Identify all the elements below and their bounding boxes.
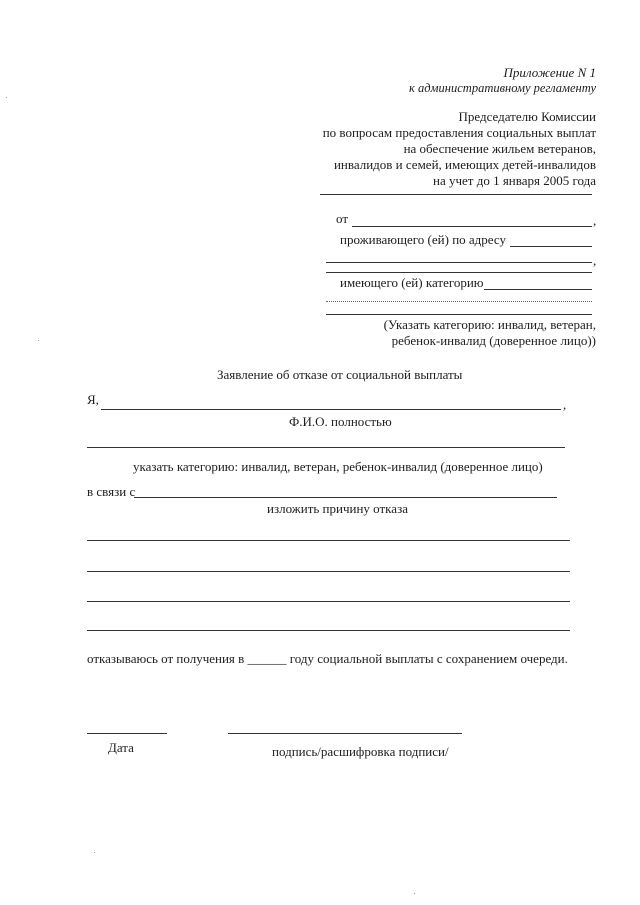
addressee-extra-line (320, 194, 592, 195)
addressee-line: инвалидов и семей, имеющих детей-инвалидов (333, 157, 596, 172)
fio-caption: Ф.И.О. полностью (289, 414, 392, 429)
fio-field[interactable] (101, 409, 561, 410)
reason-caption: изложить причину отказа (267, 501, 408, 516)
scan-speck (94, 852, 95, 853)
address-field[interactable] (510, 246, 592, 247)
addressee-line: на учет до 1 января 2005 года (432, 173, 596, 188)
reason-line[interactable] (87, 601, 570, 602)
comma-mark: , (593, 253, 597, 268)
category-hint: (Указать категорию: инвалид, ветеран, (383, 317, 596, 332)
reason-line[interactable] (87, 571, 570, 572)
addressee-line: Председателю Комиссии (458, 109, 596, 124)
category-label: имеющего (ей) категорию (340, 275, 484, 290)
addressee-line: на обеспечение жильем ветеранов, (403, 141, 596, 156)
statement-title: Заявление об отказе от социальной выплаты (217, 367, 463, 382)
address-field-continued[interactable] (326, 272, 592, 273)
from-field[interactable] (352, 226, 592, 227)
category-caption: указать категорию: инвалид, ветеран, ребенок-инвалид (доверенное лицо) (133, 459, 543, 474)
comma-mark: , (593, 213, 597, 228)
scan-speck (38, 340, 39, 341)
category-statement-field[interactable] (87, 447, 565, 448)
i-label: Я, (87, 392, 99, 407)
signature-label: подпись/расшифровка подписи/ (272, 744, 449, 759)
date-label: Дата (108, 740, 134, 755)
comma-mark: , (563, 397, 567, 412)
appendix-subtitle: к административному регламенту (409, 81, 596, 95)
reason-field[interactable] (134, 497, 557, 498)
category-hint: ребенок-инвалид (доверенное лицо)) (391, 333, 596, 348)
date-field[interactable] (87, 733, 167, 734)
category-field[interactable] (484, 289, 592, 290)
scan-speck (6, 97, 7, 98)
addressee-line: по вопросам предоставления социальных выплат (322, 125, 596, 140)
refusal-statement: отказываюсь от получения в ______ году социальной выплаты с сохранением очереди. (87, 651, 568, 666)
residing-label: проживающего (ей) по адресу (340, 232, 506, 247)
address-field-continued[interactable] (326, 262, 592, 263)
signature-field[interactable] (228, 733, 462, 734)
scan-speck (414, 893, 415, 894)
reason-label: в связи с (87, 484, 136, 499)
category-field-continued[interactable] (326, 301, 592, 302)
category-field-continued[interactable] (326, 314, 592, 315)
reason-line[interactable] (87, 630, 570, 631)
from-label: от (336, 211, 349, 226)
appendix-title: Приложение N 1 (503, 65, 596, 80)
reason-line[interactable] (87, 540, 570, 541)
